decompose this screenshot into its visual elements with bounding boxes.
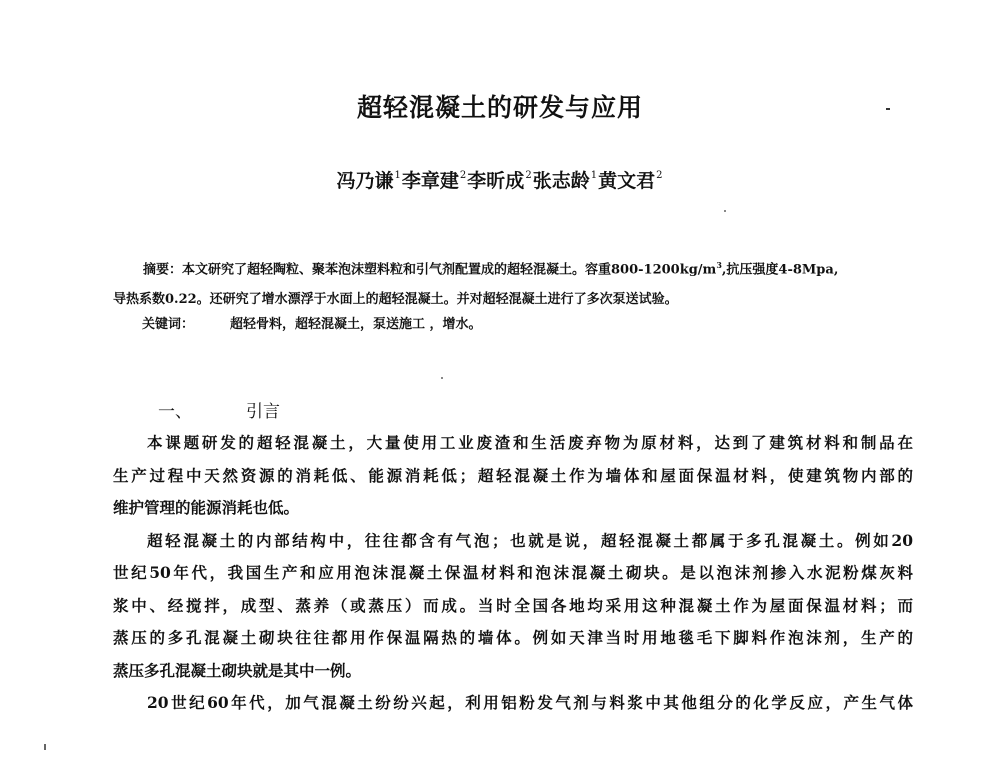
text-line: 维护管理的能源消耗也低。 <box>113 498 300 517</box>
author-name: 张志龄 <box>532 170 590 192</box>
abstract-line <box>113 250 908 285</box>
abstract <box>113 250 908 315</box>
author-affiliation-mark: 2 <box>459 169 467 181</box>
text-line: 超轻混凝土的内部结构中，往往都含有气泡；也就是说，超轻混凝土都属于多孔混凝土。例如20 <box>147 530 913 550</box>
keywords-text: 超轻骨料，超轻混凝土，泵送施工 ，增水。 <box>230 317 482 332</box>
scan-speck <box>441 377 443 379</box>
unit-superscript: 3 <box>716 260 722 270</box>
text-line: 蒸压的多孔混凝土砌块往往都用作保温隔热的墙体。例如天津当时用地毯毛下脚料作泡沫剂，生产的 <box>113 628 913 647</box>
paragraph <box>113 427 913 525</box>
text-line: 20世纪60年代，加气混凝土纷纷兴起，利用铝粉发气剂与料浆中其他组分的化学反应，产生气体 <box>147 693 913 712</box>
author-affiliation-mark: 2 <box>525 169 532 181</box>
scan-speck <box>886 108 890 110</box>
text-line: 生产过程中天然资源的消耗低、能源消耗低；超轻混凝土作为墙体和屋面保温材料，使建筑物内部的 <box>113 465 913 485</box>
text-line: 本课题研发的超轻混凝土，大量使用工业废渣和生活废弃物为原材料，达到了建筑材料和制品在 <box>147 433 913 452</box>
scan-speck <box>44 744 46 750</box>
abstract-text: 摘要：本文研究了超轻陶粒、聚苯泡沫塑料粒和引气剂配置成的超轻混凝土。容重800-1200kg/m <box>143 262 717 278</box>
author-name: 黄文君 <box>598 170 656 192</box>
author-affiliation-mark: 1 <box>394 169 401 181</box>
author-name: 李章建 <box>401 170 459 192</box>
paragraph <box>113 687 913 720</box>
scan-speck <box>724 210 726 212</box>
paper-title: 超轻混凝土的研发与应用 <box>356 93 643 122</box>
text-line: 蒸压多孔混凝土砌块就是其中一例。 <box>113 660 362 680</box>
text-line: 世纪50年代，我国生产和应用泡沫混凝土保温材料和泡沫混凝土砌块。是以泡沫剂掺入水泥粉煤灰料 <box>113 563 913 582</box>
body-text <box>113 427 913 720</box>
text-line: 浆中、经搅拌，成型、蒸养（或蒸压）而成。当时全国各地均采用这种混凝土作为屋面保温材料；而 <box>113 595 913 615</box>
section-number: 一、 <box>158 402 192 422</box>
paragraph <box>113 525 913 688</box>
author-list <box>0 166 1000 193</box>
section-title: 引言 <box>246 402 280 422</box>
author-name: 李昕成 <box>467 170 525 192</box>
keywords <box>142 313 482 332</box>
abstract-line: 导热系数0.22。还研究了增水漂浮于水面上的超轻混凝土。并对超轻混凝土进行了多次泵送试验。 <box>113 292 678 308</box>
keywords-label: 关键词： <box>142 317 195 332</box>
author-affiliation-mark: 1 <box>590 169 598 181</box>
author-affiliation-mark: 2 <box>656 169 663 181</box>
abstract-text: ,抗压强度4-8Mpa, <box>721 262 839 278</box>
author-name: 冯乃谦 <box>336 170 394 192</box>
section-heading <box>158 397 280 422</box>
